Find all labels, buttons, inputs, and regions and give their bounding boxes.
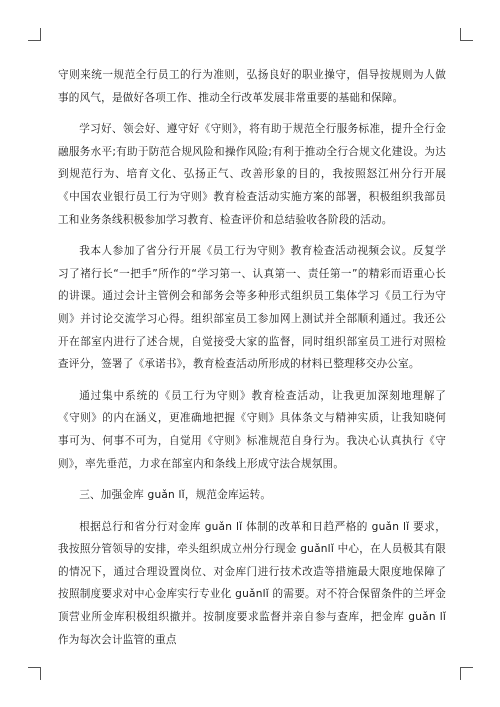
crop-mark-top-left <box>28 28 41 41</box>
section-heading-vault-management: 三、加强金库 guǎn lǐ，规范金库运转。 <box>79 489 272 502</box>
paragraph-vault-management: 根据总行和省分行对金库 guǎn lǐ 体制的改革和日趋严格的 guǎn lǐ 要求，我按照分管领导的安排，牵头组织成立州分行现金 guǎnlǐ 中心，在人员极其有限的情况下，通过合理设置岗位、对金库门进行技术改造等措施最大限度地保障了按照制度要求对中心金库实行专业化 guǎnlǐ 的需要。对不符合保留条件的兰坪金顶营业所金库积极组织撤并。按制度要求监督并亲自参与查库，把金库 guǎn lǐ 作为每次会计监管的重点 <box>58 520 446 646</box>
paragraph-reflection: 通过集中系统的《员工行为守则》教育检查活动，让我更加深刻地理解了《守则》的内在涵义，更准确地把握《守则》具体条文与精神实质，让我知晓何事可为、何事不可为，自觉用《守则》标准规范自身行为。我决心认真执行《守则》，率先垂范，力求在部室内和条线上形成守法合规氛围。 <box>58 389 446 470</box>
paragraph-study-significance: 学习好、领会好、遵守好《守则》，将有助于规范全行服务标准，提升全行金融服务水平;有助于防范合规风险和操作风险;有利于推动全行合规文化建设。为达到规范行为、培育文化、弘扬正气、改善形象的目的，我按照怒江州分行开展《中国农业银行员工行为守则》教育检查活动实施方案的部署，积极组织我部员工和业务条线积极参加学习教育、检查评价和总结验收各阶段的活动。 <box>58 123 446 226</box>
paragraph-personal-participation: 我本人参加了省分行开展《员工行为守则》教育检查活动视频会议。反复学习了褚行长“一把手”所作的“学习第一、认真第一、责任第一”的精彩而语重心长的讲课。通过会计主管例会和部务会等多种形式组织员工集体学习《员工行为守则》并讨论交流学习心得。组织部室员工参加网上测试并全部顺利通过。我还公开在部室内进行了述合规，自觉接受大家的监督，同时组织部室员工进行对照检查评分，签署了《承诺书》，教育检查活动所形成的材料已整理移交办公室。 <box>58 245 446 371</box>
crop-mark-top-right <box>460 28 473 41</box>
crop-mark-bottom-right <box>460 667 473 680</box>
crop-mark-bottom-left <box>28 667 41 680</box>
document-body <box>58 64 446 660</box>
paragraph-continued: 守则来统一规范全行员工的行为准则，弘扬良好的职业操守，倡导按规则为人做事的风气，是做好各项工作、推动全行改革发展非常重要的基础和保障。 <box>58 69 446 104</box>
